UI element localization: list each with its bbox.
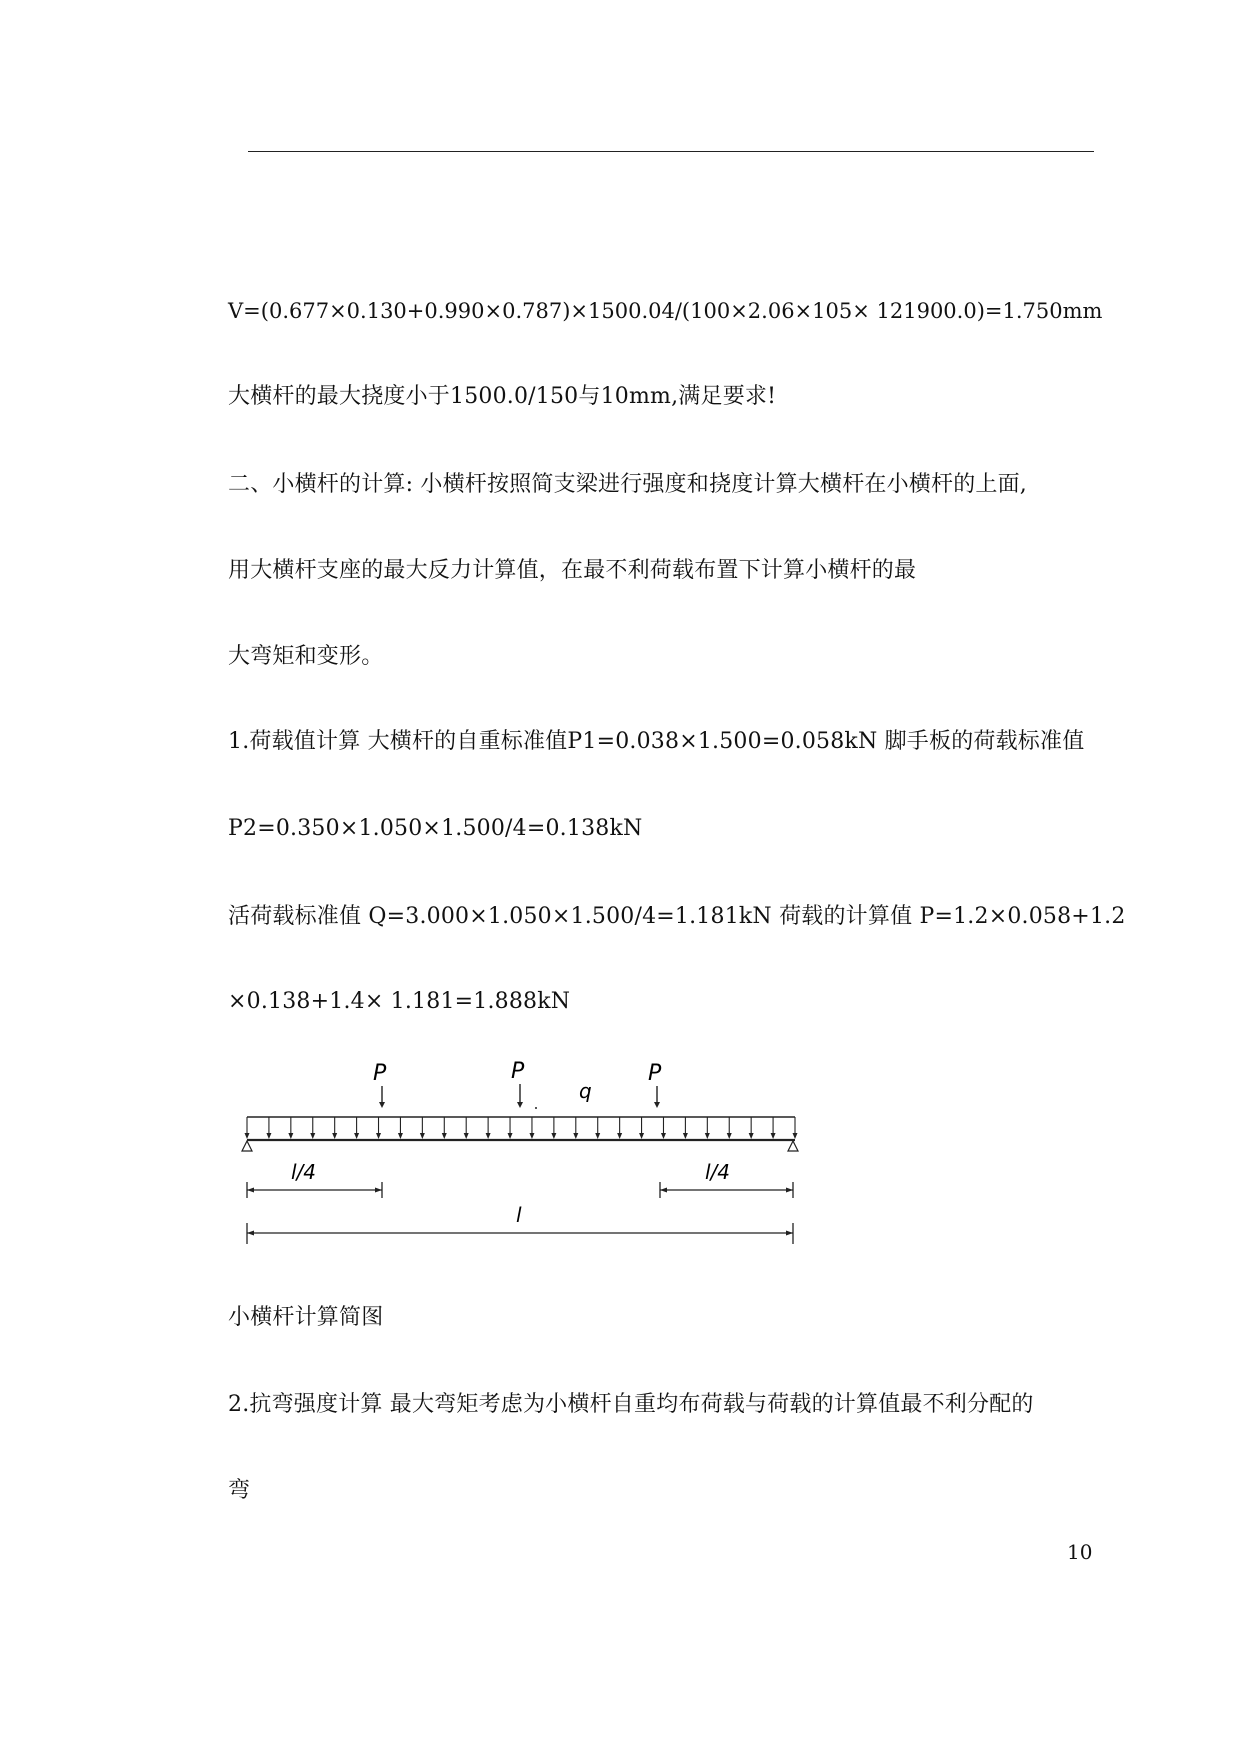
- udl-arrow-head: [727, 1133, 732, 1139]
- left-support: [242, 1141, 252, 1151]
- beam-diagram: [240, 1058, 810, 1250]
- load-calc-line: P2=0.350×1.050×1.500/4=0.138kN: [228, 816, 643, 841]
- point-load-label-2: P: [511, 1059, 525, 1084]
- distributed-load-arrows: [245, 1117, 798, 1139]
- load-calc-line: 1.荷载值计算 大横杆的自重标准值P1=0.038×1.500=0.058kN 脚手板的荷载标准值: [228, 729, 1085, 754]
- udl-arrow-head: [354, 1133, 359, 1139]
- udl-arrow-head: [245, 1133, 250, 1139]
- udl-arrow-head: [266, 1133, 271, 1139]
- udl-arrow-head: [310, 1133, 315, 1139]
- figure-caption: 小横杆计算简图: [228, 1305, 384, 1330]
- udl-arrow-head: [683, 1133, 688, 1139]
- udl-arrow-head: [595, 1133, 600, 1139]
- page-number: 10: [1067, 1540, 1093, 1564]
- udl-arrow-head: [398, 1133, 403, 1139]
- quarter-span-label-left: l/4: [291, 1160, 317, 1184]
- bending-calc-line: 2.抗弯强度计算 最大弯矩考虑为小横杆自重均布荷载与荷载的计算值最不利分配的: [228, 1392, 1034, 1417]
- udl-arrow-head: [705, 1133, 710, 1139]
- udl-arrow-head: [793, 1133, 798, 1139]
- load-calc-line: ×0.138+1.4× 1.181=1.888kN: [228, 989, 571, 1014]
- udl-arrow-head: [573, 1133, 578, 1139]
- paragraph-line: 大弯矩和变形。: [228, 644, 384, 669]
- udl-arrow-head: [617, 1133, 622, 1139]
- right-support: [788, 1141, 798, 1151]
- udl-arrow-head: [332, 1133, 337, 1139]
- point-load-label-3: P: [648, 1061, 662, 1086]
- header-rule: [248, 151, 1094, 152]
- deflection-formula: V=(0.677×0.130+0.990×0.787)×1500.04/(100×2.06×105× 121900.0)=1.750mm: [228, 299, 1103, 323]
- point-load-arrowheads: [379, 1102, 660, 1108]
- udl-arrow-head: [639, 1133, 644, 1139]
- udl-arrow-head: [288, 1133, 293, 1139]
- section-heading-small-beam: 二、小横杆的计算: 小横杆按照简支梁进行强度和挠度计算大横杆在小横杆的上面,: [228, 472, 1028, 497]
- bending-calc-line: 弯: [228, 1478, 251, 1503]
- udl-arrow-head: [749, 1133, 754, 1139]
- udl-arrow-head: [508, 1133, 513, 1139]
- deflection-conclusion: 大横杆的最大挠度小于1500.0/150与10mm,满足要求!: [228, 384, 777, 409]
- udl-arrow-head: [376, 1133, 381, 1139]
- span-label: l: [516, 1203, 522, 1227]
- paragraph-line: 用大横杆支座的最大反力计算值，在最不利荷载布置下计算小横杆的最: [228, 558, 917, 583]
- udl-arrow-head: [529, 1133, 534, 1139]
- udl-arrow-head: [661, 1133, 666, 1139]
- load-calc-line: 活荷载标准值 Q=3.000×1.050×1.500/4=1.181kN 荷载的计算值 P=1.2×0.058+1.2: [228, 904, 1126, 929]
- quarter-span-label-right: l/4: [705, 1160, 731, 1184]
- point-load-label-1: P: [373, 1061, 387, 1086]
- udl-arrow-head: [464, 1133, 469, 1139]
- udl-arrow-head: [420, 1133, 425, 1139]
- quarter-span-dimensions: [247, 1182, 793, 1198]
- udl-arrow-head: [486, 1133, 491, 1139]
- udl-arrow-head: [442, 1133, 447, 1139]
- udl-arrow-head: [551, 1133, 556, 1139]
- udl-arrow-head: [771, 1133, 776, 1139]
- distributed-load-label: q: [579, 1079, 592, 1103]
